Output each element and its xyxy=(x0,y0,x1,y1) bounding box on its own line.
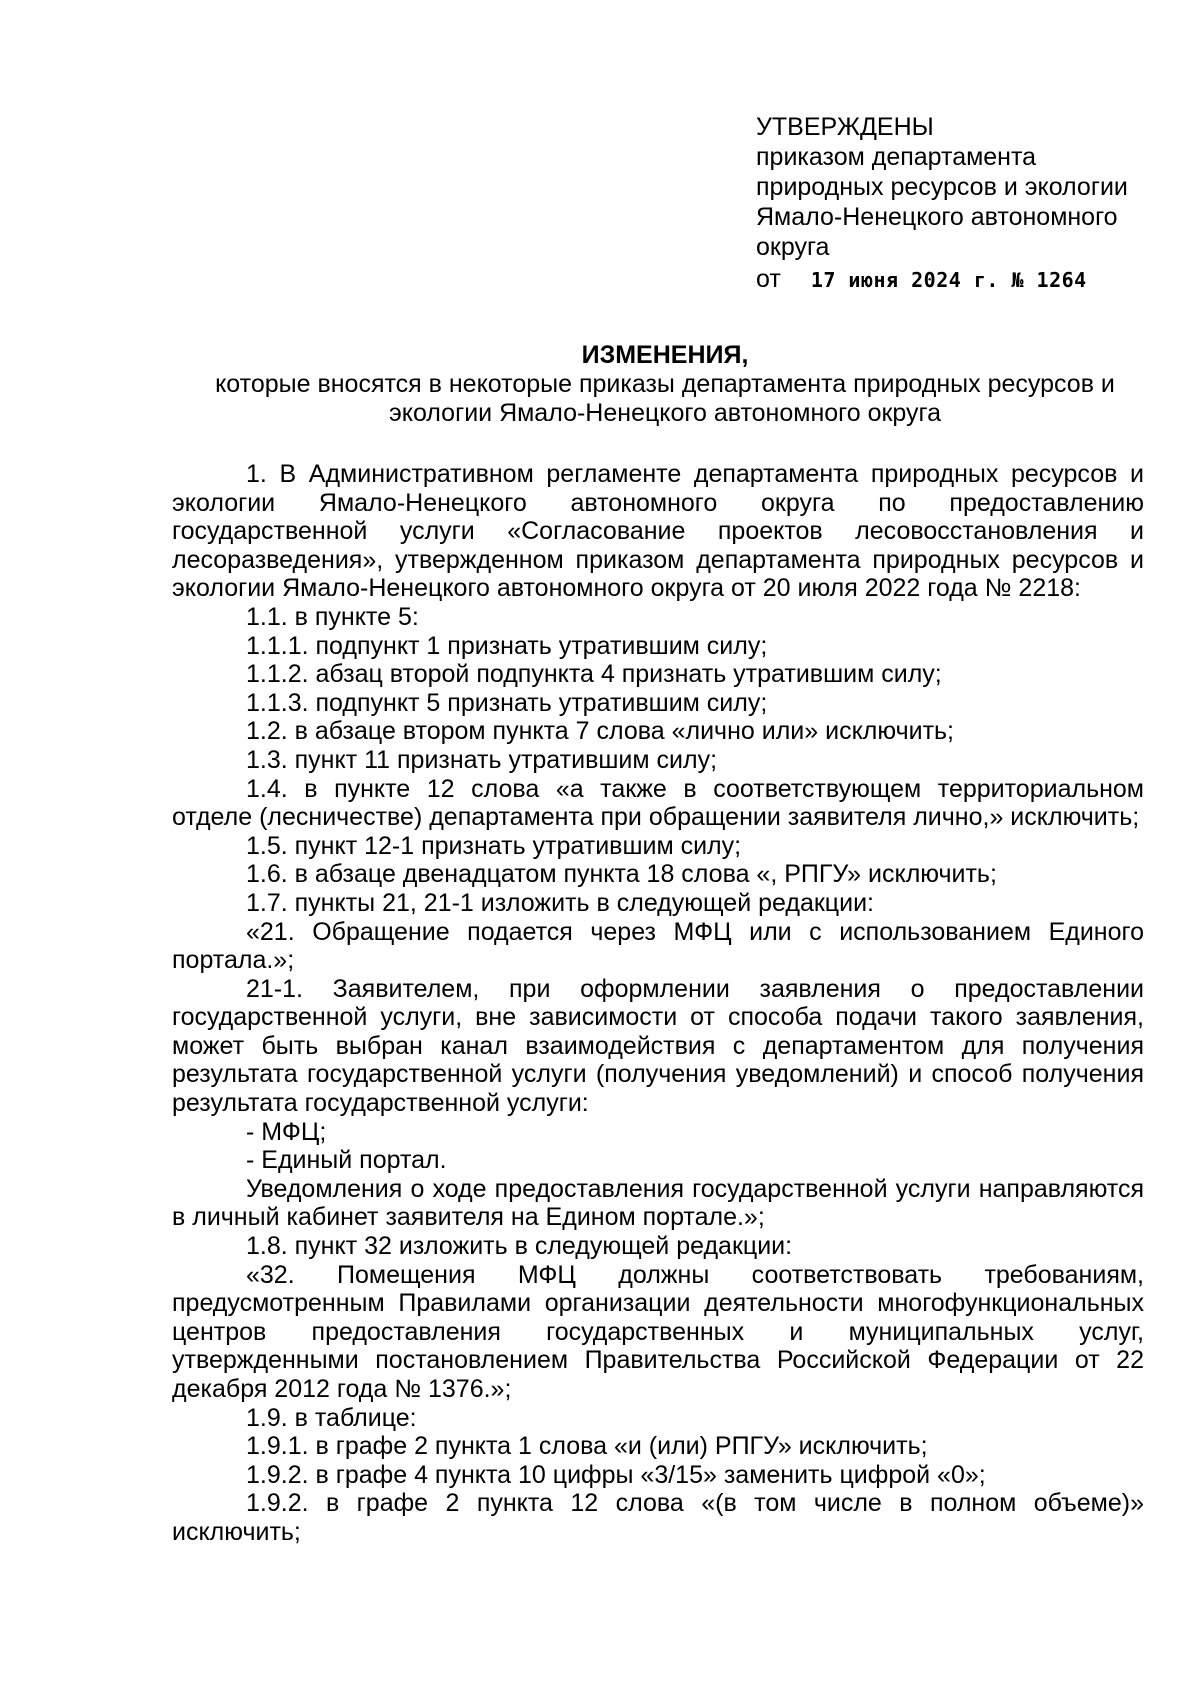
paragraph: 1.5. пункт 12-1 признать утратившим силу; xyxy=(246,831,742,860)
paragraph: 1.1.1. подпункт 1 признать утратившим силу; xyxy=(246,631,768,660)
paragraph: 1.1.3. подпункт 5 признать утратившим силу; xyxy=(246,688,768,717)
paragraph: 1.1. в пункте 5: xyxy=(246,602,419,631)
document-title-block xyxy=(150,340,1180,428)
paragraph: 1.6. в абзаце двенадцатом пункта 18 слова «, РПГУ» исключить; xyxy=(246,860,997,889)
paragraph: - Единый портал. xyxy=(246,1146,447,1175)
paragraph: 1.1.2. абзац второй подпункта 4 признать утратившим силу; xyxy=(246,660,942,689)
approval-line: Ямало-Ненецкого автономного xyxy=(756,203,1118,231)
approval-heading: УТВЕРЖДЕНЫ xyxy=(756,113,934,141)
paragraph: 1.9.1. в графе 2 пункта 1 слова «и (или) РПГУ» исключить; xyxy=(246,1432,928,1461)
date-stamp: 17 июня 2024 г. № 1264 xyxy=(810,268,1087,292)
approval-line: природных ресурсов и экологии xyxy=(756,173,1128,201)
paragraph: 1.3. пункт 11 признать утратившим силу; xyxy=(246,745,718,774)
approval-date-row xyxy=(756,264,1176,295)
paragraph: 1.7. пункты 21, 21-1 изложить в следующей редакции: xyxy=(246,888,874,917)
date-prefix: от xyxy=(756,265,781,293)
document-body xyxy=(172,460,1144,1547)
paragraph: 1.9. в таблице: xyxy=(246,1403,417,1432)
approval-line: округа xyxy=(756,233,830,261)
document-subtitle: которые вносятся в некоторые приказы департамента природных ресурсов и xyxy=(215,370,1115,398)
paragraph: 1.9.2. в графе 2 пункта 12 слова «(в том числе в полном объеме)» исключить; xyxy=(172,1489,1144,1546)
paragraph: 21-1. Заявителем, при оформлении заявления о предоставлении государственной услуги, вне зависимости от способа подачи такого заявления, может быть выбран канал взаимодействия с департаментом для получения результата государственной услуги (получения уведомлений) и способ получения результата государственной услуги: xyxy=(172,974,1144,1118)
paragraph: Уведомления о ходе предоставления государственной услуги направляются в личный кабинет заявителя на Едином портале.»; xyxy=(172,1174,1144,1232)
paragraph: - МФЦ; xyxy=(246,1117,327,1146)
paragraph: «21. Обращение подается через МФЦ или с использованием Единого портала.»; xyxy=(172,917,1144,975)
document-subtitle: экологии Ямало-Ненецкого автономного округа xyxy=(388,399,942,427)
paragraph: 1.4. в пункте 12 слова «а также в соответствующем территориальном отделе (лесничестве) департамента при обращении заявителя лично,» исключить; xyxy=(172,774,1144,832)
paragraph: 1.8. пункт 32 изложить в следующей редакции: xyxy=(246,1232,793,1261)
document-title: ИЗМЕНЕНИЯ, xyxy=(581,341,749,369)
approval-stamp xyxy=(756,112,1176,295)
paragraph: 1. В Административном регламенте департамента природных ресурсов и экологии Ямало-Ненецкого автономного округа по предоставлению государственной услуги «Согласование проектов лесовосстановления и лесоразведения», утвержденном приказом департамента природных ресурсов и экологии Ямало-Ненецкого автономного округа от 20 июля 2022 года № 2218: xyxy=(172,460,1144,603)
paragraph: «32. Помещения МФЦ должны соответствовать требованиям, предусмотренным Правилами организации деятельности многофункциональных центров предоставления государственных и муниципальных услуг, утвержденными постановлением Правительства Российской Федерации от 22 декабря 2012 года № 1376.»; xyxy=(172,1260,1144,1403)
approval-line: приказом департамента xyxy=(756,143,1037,171)
paragraph: 1.2. в абзаце втором пункта 7 слова «лично или» исключить; xyxy=(246,717,954,746)
paragraph: 1.9.2. в графе 4 пункта 10 цифры «3/15» заменить цифрой «0»; xyxy=(246,1460,986,1489)
